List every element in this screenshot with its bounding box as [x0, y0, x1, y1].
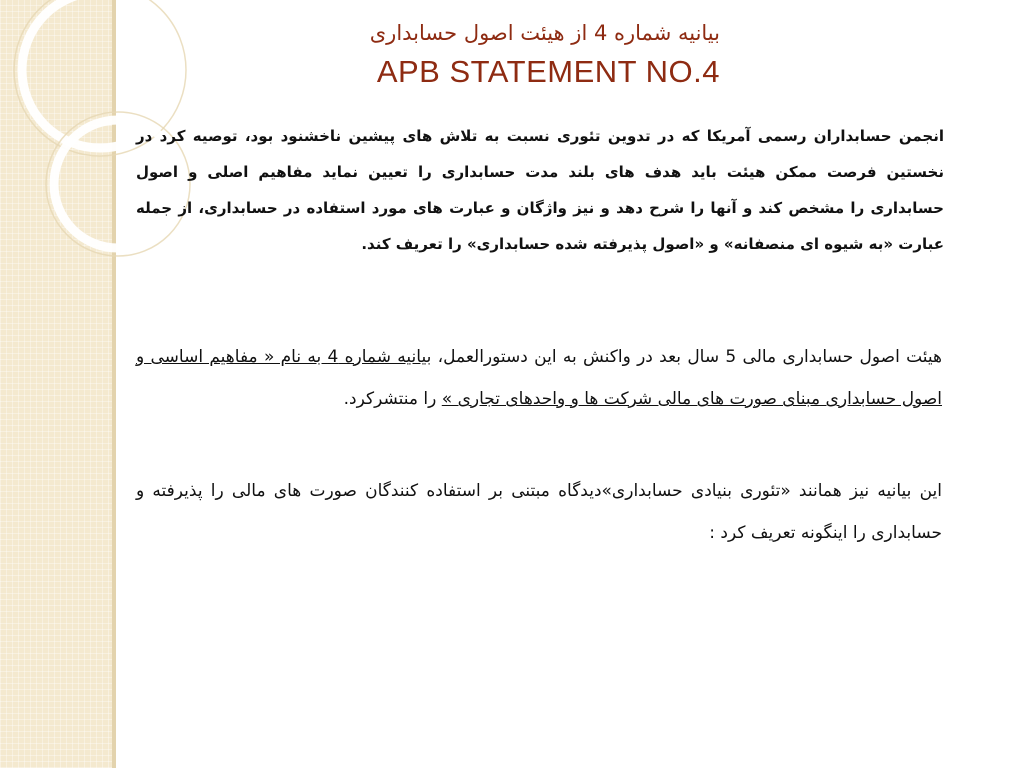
- statement-title-underlined: بیانیه شماره 4 به نام « مفاهیم اساسی و اصول حسابداری مبنای صورت های مالی شرکت ها و واحدهای تجاری »: [136, 347, 942, 409]
- paragraph-aicpa: انجمن حسابداران رسمی آمریکا که در تدوین تئوری نسبت به تلاش های پیشین ناخشنود بود، توصیه کرد در نخستین فرصت ممکن هیئت باید هدف های بلند مدت حسابداری را تعیین نماید مفاهیم اصلی و اصول حسابداری را مشخص کند و آنها را شرح دهد و نیز واژگان و عبارت های مورد استفاده در حسابداری، از جمله عبارت «به شیوه ای منصفانه» و «اصول پذیرفته شده حسابداری» را تعریف کند.: [136, 127, 944, 253]
- title-persian: بیانیه شماره 4 از هیئت اصول حسابداری: [369, 21, 720, 45]
- paragraph2-intro: هیئت اصول حسابداری مالی 5 سال بعد در واکنش به این دستورالعمل،: [437, 347, 943, 367]
- paragraph-apb-statement: [136, 336, 942, 420]
- paragraph2-outro: را منتشرکرد.: [343, 389, 437, 409]
- slide-title: [150, 18, 720, 90]
- paragraph-definition: این بیانیه نیز همانند «تئوری بنیادی حسابداری»دیدگاه مبتنی بر استفاده کنندگان صورت های مالی را پذیرفته و حسابداری را اینگونه تعریف کرد :: [136, 481, 942, 543]
- title-english: APB STATEMENT NO.4: [376, 54, 720, 89]
